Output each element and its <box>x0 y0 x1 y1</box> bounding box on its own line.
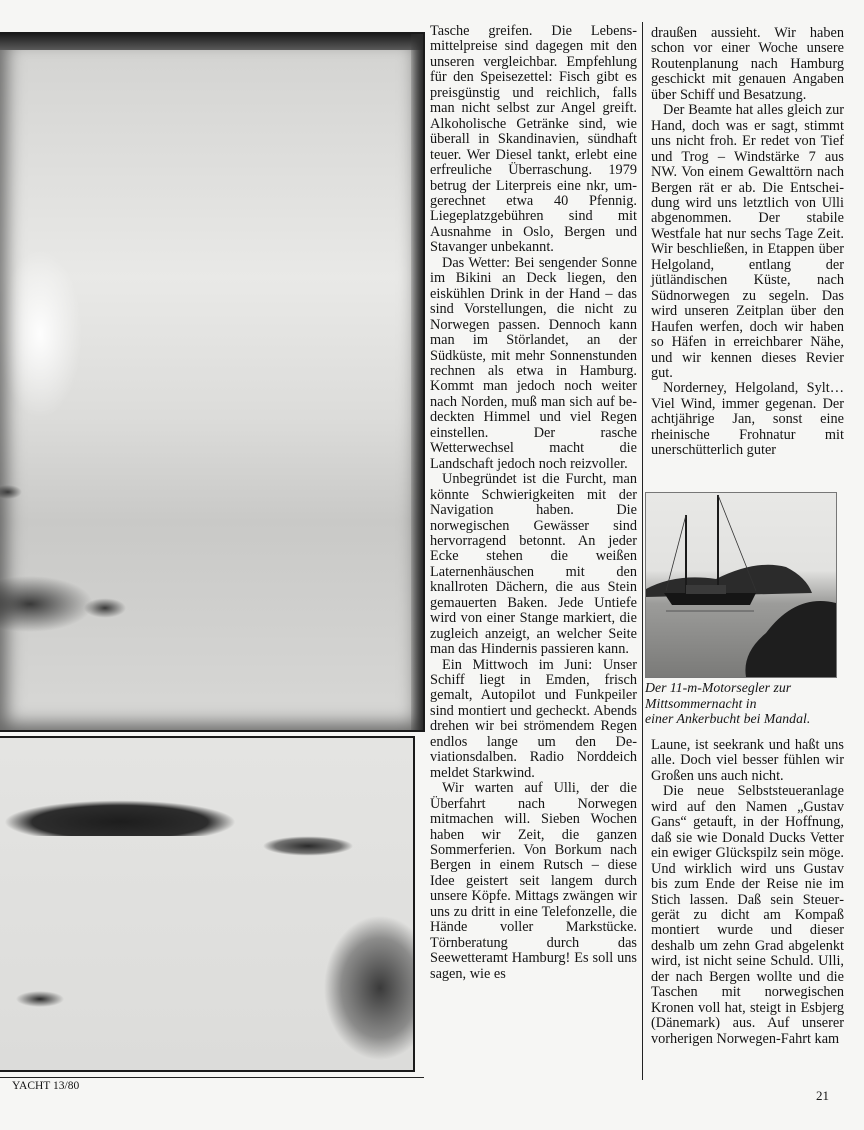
caption-line: einer Ankerbucht bei Mandal. <box>645 711 811 726</box>
footer-rule <box>0 1077 424 1078</box>
paragraph: Wir warten auf Ulli, der die Überfahrt nach Norwegen mitmachen will. Sieben Wochen haben wir Zeit, die ganzen Sommerferien. Von Borkum nach Bergen in einem Rutsch – diese Idee geistert seit langem durch unsere Köpfe. Mittags zwängen wir uns zu dritt in eine Telefonzelle, die Hände voller Markstücke. Törnberatung durch das Seewetteramt Hamburg! Es soll uns sagen, wie es <box>430 780 637 982</box>
photo-frame-edge <box>411 34 423 730</box>
photo-caption <box>645 680 845 727</box>
column-divider <box>642 22 643 1080</box>
paragraph: Laune, ist seekrank und haßt uns alle. Doch viel besser fühlen wir Großen uns auch nicht. <box>651 737 844 784</box>
photo-coastline <box>0 736 415 1072</box>
article-column-middle <box>430 24 637 982</box>
photo-hill <box>0 792 260 836</box>
paragraph: draußen aussieht. Wir haben schon vor einer Woche unsere Routenplanung nach Hamburg geschickt mit genauen Angaben über Schiff und Besatzung. <box>651 25 844 103</box>
photo-island <box>248 832 368 858</box>
article-column-right-top <box>651 26 844 459</box>
article-column-right-bottom <box>651 738 844 1047</box>
page-number: 21 <box>816 1088 829 1103</box>
photo-waterfall-fjord <box>0 32 425 732</box>
photo-rock <box>10 988 70 1010</box>
photo-boat-drawing <box>646 493 836 677</box>
issue-label: YACHT 13/80 <box>12 1080 80 1092</box>
caption-line: Der 11-m-Motorsegler zur <box>645 680 792 695</box>
paragraph: Ein Mittwoch im Juni: Unser Schiff liegt in Emden, frisch gemalt, Autopilot und Funkpeiler sind montiert und gecheckt. Abends drehen wir bei strömendem Regen endlos lange um den Deviationsdalben. Radio Norddeich meldet Starkwind. <box>430 656 637 781</box>
paragraph: Norderney, Helgoland, Sylt… Viel Wind, immer gegenan. Der achtjährige Jan, sonst eine rheinische Frohnatur mit unerschütterlich guter <box>651 380 844 459</box>
photo-shore-trees <box>300 898 415 1068</box>
paragraph: Die neue Selbststeueranlage wird auf den Namen „Gustav Gans“ getauft, in der Hoffnung, daß sie wie Donald Ducks Vetter ein ewiger Glückspilz sein möge. Und wirklich wird uns Gustav bis zum Ende der Reise nie im Stich lassen. Daß sein Steuergerät zu dicht am Kompaß montiert wurde und dieser deshalb um zehn Grad abgelenkt wird, ist nicht seine Schuld. Ulli, der nach Bergen wollte und die Taschen mit norwegischen Kronen voll hat, steigt in Esbjerg (Dänemark) aus. Auf unserer vorherigen Norwegen-Fahrt kam <box>651 783 844 1047</box>
paragraph: Unbegründet ist die Furcht, man könnte Schwierigkeiten mit der Navigation haben. Die norwegischen Gewässer sind hervorragend betonnt. An jeder Ecke stehen die weißen Laternenhäuschen mit den knallroten Dächern, die aus Stein gemauerten Baken. Jede Untiefe wird von einer Stange markiert, die zugleich anzeigt, an welcher Seite man das Hindernis passieren kann. <box>430 471 637 658</box>
paragraph: Das Wetter: Bei sengender Sonne im Bikini an Deck liegen, den eiskühlen Drink in der Hand – das sind Vorstellungen, die nicht zu Norwegen passen. Dennoch kann man im Störlandet, an der Südküste, mit mehr Sonnenstunden rechnen als etwa in Hamburg. Kommt man jedoch noch weiter nach Norden, muß man sich auf bedeckten Himmel und viel Regen einstellen. Der rasche Wetterwechsel macht die Landschaft jedoch noch reizvoller. <box>430 254 637 472</box>
caption-line: Mittsommernacht in <box>645 695 757 711</box>
photo-motorsailer-anchored <box>645 492 837 678</box>
photo-frame-edge <box>0 34 423 50</box>
paragraph: Tasche greifen. Die Lebensmittelpreise sind dagegen mit den unseren vergleichbar. Empfehlung für den Speisezettel: Fisch gibt es preisgünstig und reichlich, falls man nicht selbst zur Angel greift. Alkoholische Getränke sind, wie überall in Skandinavien, sündhaft teuer. Wer Diesel tankt, erlebt eine erfreuliche Überraschung. 1979 betrug der Literpreis eine nkr, umgerechnet etwa 40 Pfennig. Liegeplatzgebühren sind mit Ausnahme in Oslo, Bergen und Stavanger unbekannt. <box>430 23 637 256</box>
paragraph: Der Beamte hat alles gleich zur Hand, doch was er sagt, stimmt uns nicht froh. Er redet von Tief und Trog – Windstärke 7 aus NW. Von einem Gewalttörn nach Bergen rät er ab. Die Entscheidung wird uns letztlich von Ulli abgenommen. Der stabile Westfale hat nur sechs Tage Zeit. Wir beschließen, in Etappen über Helgoland, entlang der jütländischen Küste, nach Südnorwegen zu segeln. Das wird unseren Zeitplan über den Haufen werfen, doch wir haben so Häfen in erreichbarer Nähe, und wir kennen dieses Revier gut. <box>651 102 844 381</box>
